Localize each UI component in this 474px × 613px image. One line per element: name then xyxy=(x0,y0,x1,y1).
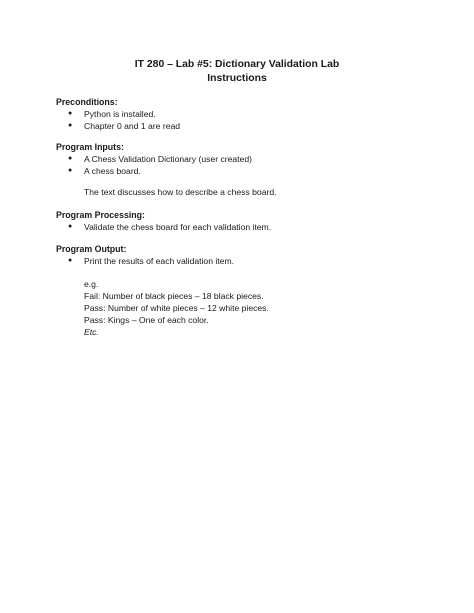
bullet-icon: ● xyxy=(68,110,73,117)
document-subtitle: Instructions xyxy=(207,73,267,84)
program-processing-heading: Program Processing: xyxy=(56,210,145,220)
list-item: ● Python is installed. xyxy=(68,109,156,119)
bullet-icon: ● xyxy=(68,257,73,264)
program-output-heading: Program Output: xyxy=(56,244,127,254)
example-line: Pass: Kings – One of each color. xyxy=(84,315,209,325)
list-item: ● Chapter 0 and 1 are read xyxy=(68,121,181,131)
list-item: ● Print the results of each validation item. xyxy=(68,256,234,266)
bullet-icon: ● xyxy=(68,122,73,129)
program-inputs-heading: Program Inputs: xyxy=(56,142,124,152)
bullet-icon: ● xyxy=(68,155,73,162)
example-line: Pass: Number of white pieces – 12 white pieces. xyxy=(84,303,269,313)
document-title: IT 280 – Lab #5: Dictionary Validation Lab xyxy=(134,59,340,70)
bullet-icon: ● xyxy=(68,167,73,174)
preconditions-heading: Preconditions: xyxy=(56,97,118,107)
etc-text: Etc. xyxy=(84,327,99,337)
example-line: Fail: Number of black pieces – 18 black pieces. xyxy=(84,291,264,301)
list-item: ● A chess board. xyxy=(68,166,141,176)
list-item: ● Validate the chess board for each validation item. xyxy=(68,222,272,232)
example-label: e.g. xyxy=(84,279,99,289)
bullet-icon: ● xyxy=(68,223,73,230)
list-item: ● A Chess Validation Dictionary (user created) xyxy=(68,154,252,164)
inputs-note: The text discusses how to describe a chess board. xyxy=(84,187,277,197)
